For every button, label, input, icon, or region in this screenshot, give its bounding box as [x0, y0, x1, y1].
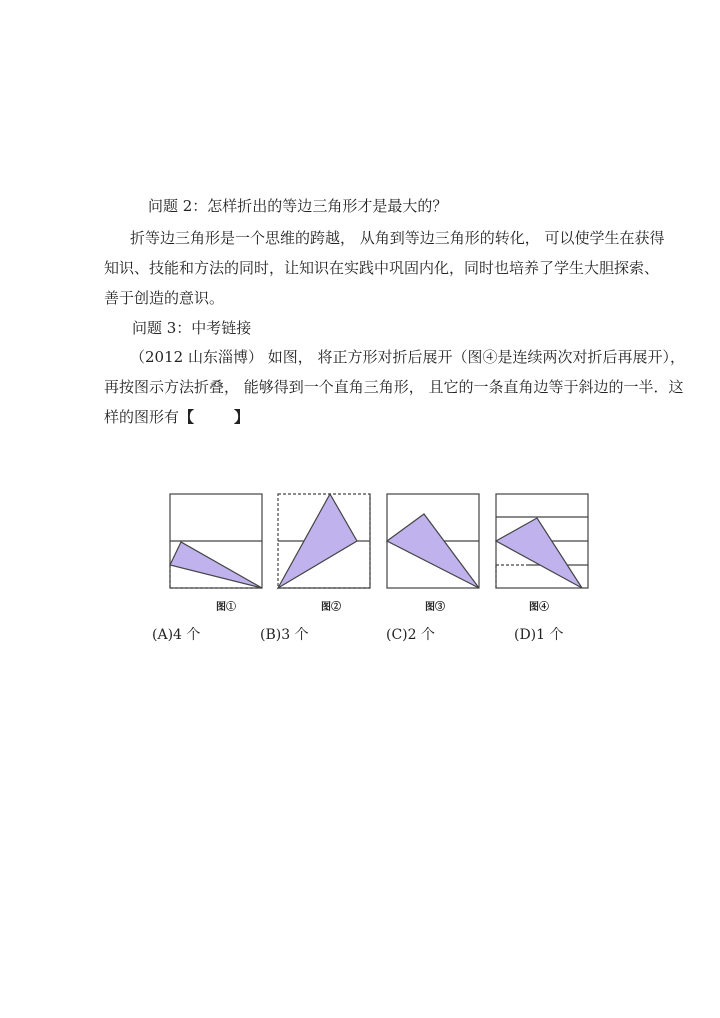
- figure-1: [170, 494, 262, 588]
- answer-prompt: 样的图形有: [104, 408, 180, 426]
- figure-4: [496, 494, 588, 588]
- option-a: (A)4 个: [152, 627, 201, 643]
- figure-4-triangle: [496, 518, 582, 588]
- paragraph-2-line-2: 再按图示方法折叠， 能够得到一个直角三角形， 且它的一条直角边等于斜边的一半．这: [104, 378, 684, 396]
- figure-2: [278, 494, 370, 588]
- paragraph-1-line-3: 善于创造的意识。: [104, 289, 225, 307]
- option-b: (B)3 个: [260, 627, 309, 643]
- question-2: 问题 2：怎样折出的等边三角形才是最大的？: [148, 197, 448, 215]
- paragraph-2-line-1: （2012 山东淄博） 如图， 将正方形对折后展开（图④是连续两次对折后再展开），: [130, 348, 685, 366]
- option-d: (D)1 个: [514, 627, 564, 643]
- figure-3-triangle: [387, 514, 479, 588]
- bracket-open: 【: [179, 408, 195, 426]
- bracket-close: 】: [234, 408, 250, 426]
- figure-4-label: 图④: [529, 602, 549, 613]
- question-3: 问题 3：中考链接: [132, 319, 252, 337]
- figure-1-triangle: [170, 542, 262, 588]
- figure-3: [387, 494, 479, 588]
- figure-1-label: 图①: [216, 602, 236, 613]
- figure-3-label: 图③: [425, 602, 445, 613]
- option-c: (C)2 个: [386, 627, 435, 643]
- paragraph-1-line-1: 折等边三角形是一个思维的跨越， 从角到等边三角形的转化， 可以使学生在获得: [130, 229, 665, 247]
- paragraph-1-line-2: 知识、技能和方法的同时，让知识在实践中巩固内化，同时也培养了学生大胆探索、: [104, 259, 660, 277]
- figure-2-label: 图②: [321, 602, 341, 613]
